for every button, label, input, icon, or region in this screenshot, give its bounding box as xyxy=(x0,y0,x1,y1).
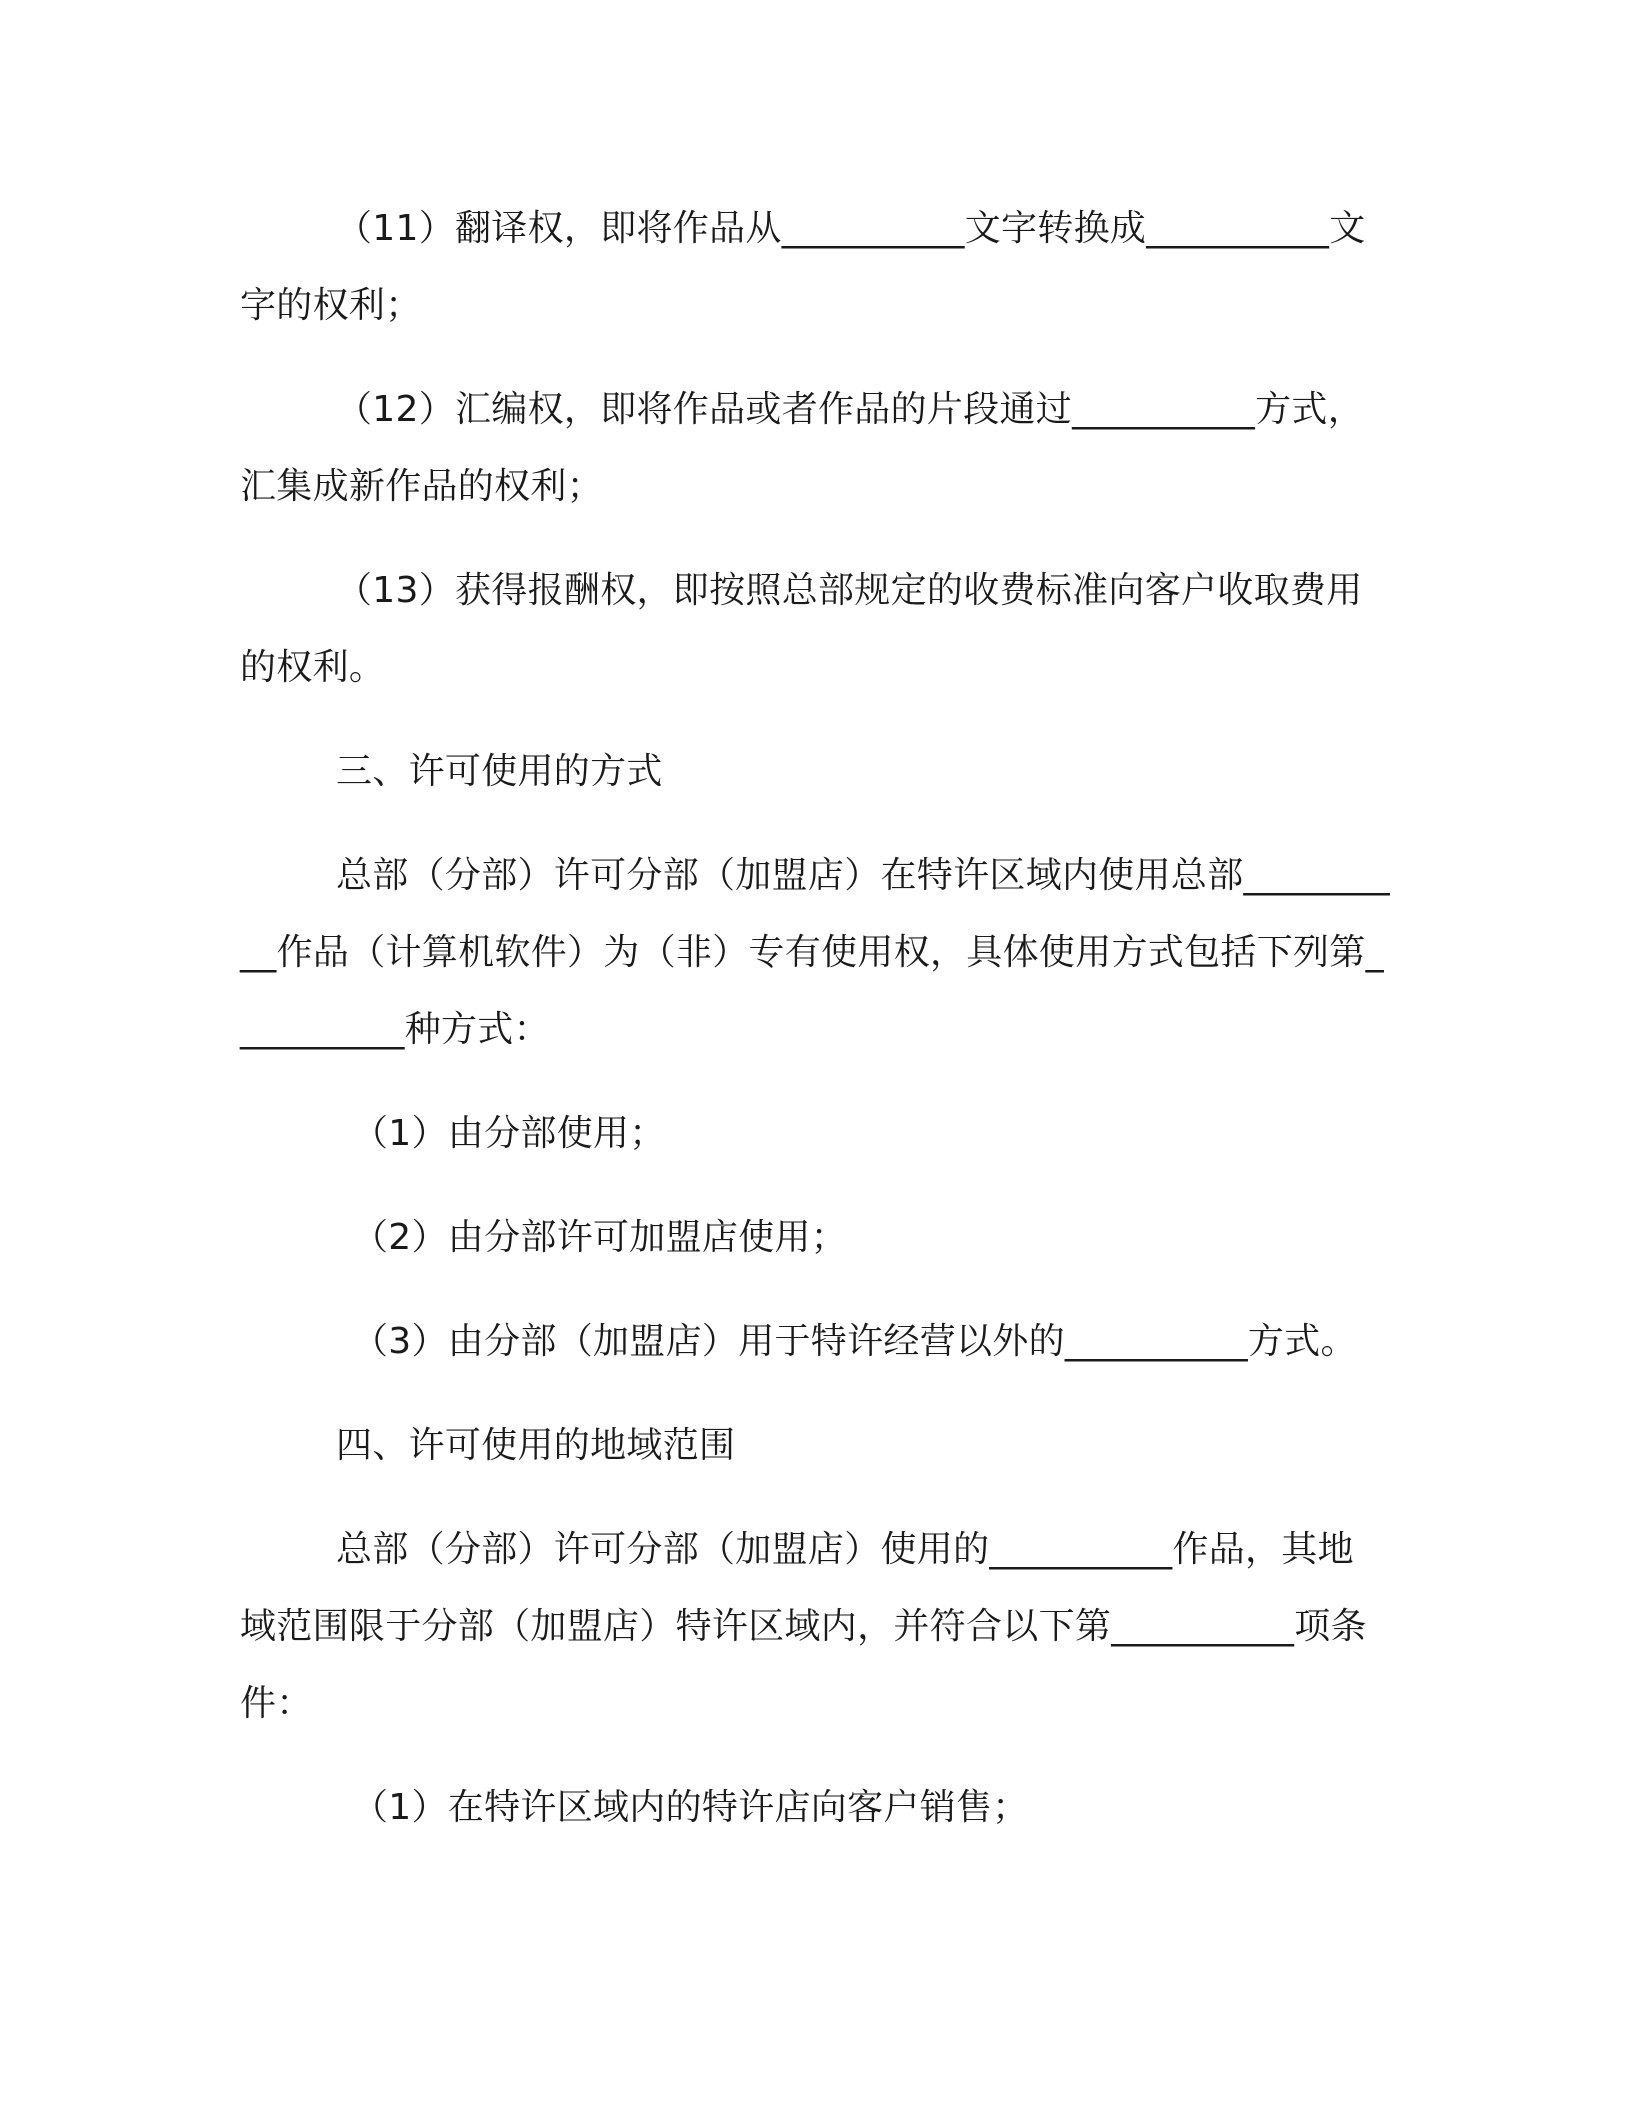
usage-option-1: （1）由分部使用； xyxy=(352,1113,666,1154)
document-body xyxy=(240,190,1390,1873)
section-heading-territory: 四、许可使用的地域范围 xyxy=(336,1425,736,1466)
usage-option-3: （3）由分部（加盟店）用于特许经营以外的__________方式。 xyxy=(352,1321,1357,1362)
clause-13-remuneration-right: （13）获得报酬权，即按照总部规定的收费标准向客户收取费用的权利。 xyxy=(240,570,1363,688)
section-heading-usage-method: 三、许可使用的方式 xyxy=(336,751,663,792)
clause-12-compilation-right: （12）汇编权，即将作品或者作品的片段通过__________方式，汇集成新作品的权利； xyxy=(240,389,1365,507)
territory-condition-1: （1）在特许区域内的特许店向客户销售； xyxy=(352,1787,1029,1828)
usage-option-2: （2）由分部许可加盟店使用； xyxy=(352,1217,848,1258)
usage-method-paragraph: 总部（分部）许可分部（加盟店）在特许区域内使用总部__________作品（计算机软件）为（非）专有使用权，具体使用方式包括下列第__________种方式： xyxy=(240,855,1390,1050)
territory-paragraph: 总部（分部）许可分部（加盟店）使用的__________作品，其地域范围限于分部（加盟店）特许区域内，并符合以下第__________项条件： xyxy=(240,1529,1367,1724)
clause-11-translation-right: （11）翻译权，即将作品从__________文字转换成__________文字的权利； xyxy=(240,208,1366,326)
